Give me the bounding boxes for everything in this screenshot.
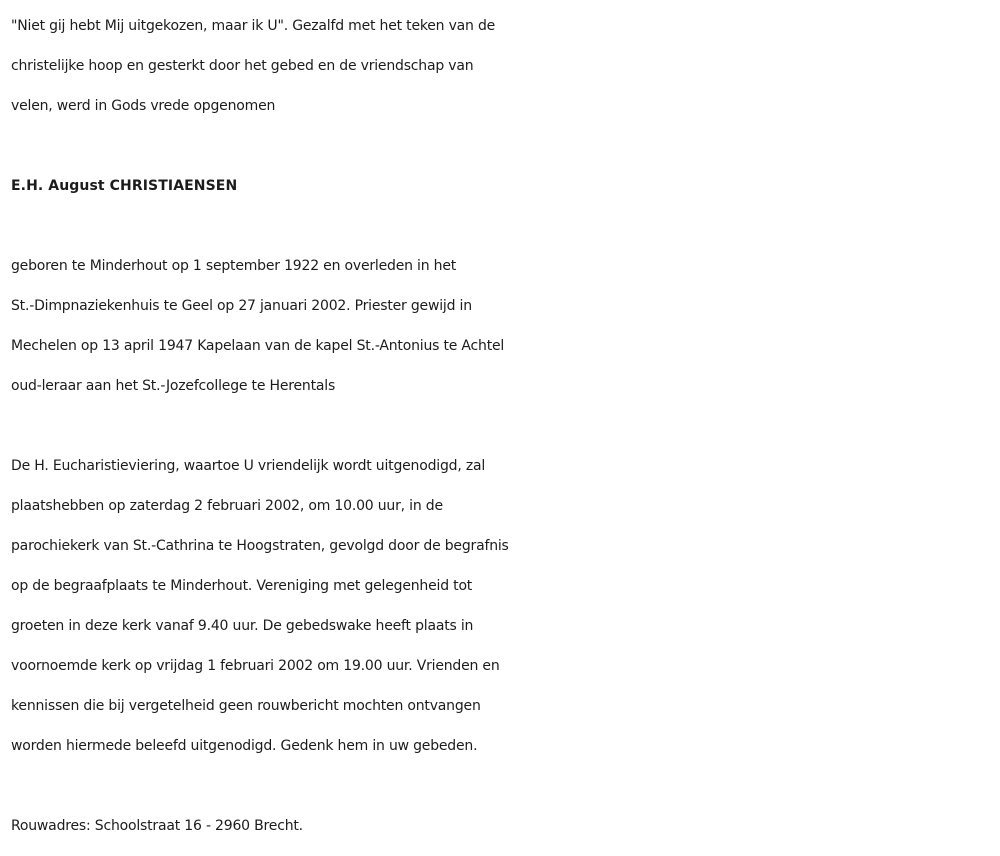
deceased-name <box>11 166 996 206</box>
biography-line: St.-Dimpnaziekenhuis te Geel op 27 januari 2002. Priester gewijd in <box>11 298 472 314</box>
paragraph-spacer <box>11 126 996 166</box>
ceremony-line: worden hiermede beleefd uitgenodigd. Gedenk hem in uw gebeden. <box>11 738 478 754</box>
biography-line: geboren te Minderhout op 1 september 1922 en overleden in het <box>11 258 457 274</box>
intro-line: velen, werd in Gods vrede opgenomen <box>11 98 276 114</box>
mourning-address: Rouwadres: Schoolstraat 16 - 2960 Brecht. <box>11 818 303 834</box>
address-paragraph <box>11 806 996 846</box>
intro-line: christelijke hoop en gesterkt door het gebed en de vriendschap van <box>11 58 474 74</box>
paragraph-spacer <box>11 406 996 446</box>
biography-line: Mechelen op 13 april 1947 Kapelaan van de kapel St.-Antonius te Achtel <box>11 338 505 354</box>
ceremony-line: groeten in deze kerk vanaf 9.40 uur. De gebedswake heeft plaats in <box>11 618 474 634</box>
intro-line: "Niet gij hebt Mij uitgekozen, maar ik U". Gezalfd met het teken van de <box>11 18 496 34</box>
paragraph-spacer <box>11 766 996 806</box>
ceremony-line: parochiekerk van St.-Cathrina te Hoogstraten, gevolgd door de begrafnis <box>11 538 509 554</box>
ceremony-line: kennissen die bij vergetelheid geen rouwbericht mochten ontvangen <box>11 698 481 714</box>
obituary-document <box>11 6 996 846</box>
biography-line: oud-leraar aan het St.-Jozefcollege te Herentals <box>11 378 336 394</box>
paragraph-spacer <box>11 206 996 246</box>
deceased-name-text: E.H. August CHRISTIAENSEN <box>11 178 238 194</box>
ceremony-line: De H. Eucharistieviering, waartoe U vriendelijk wordt uitgenodigd, zal <box>11 458 486 474</box>
ceremony-line: plaatshebben op zaterdag 2 februari 2002, om 10.00 uur, in de <box>11 498 443 514</box>
ceremony-paragraph <box>11 446 996 766</box>
ceremony-line: voornoemde kerk op vrijdag 1 februari 2002 om 19.00 uur. Vrienden en <box>11 658 500 674</box>
intro-paragraph <box>11 6 996 126</box>
ceremony-line: op de begraafplaats te Minderhout. Vereniging met gelegenheid tot <box>11 578 473 594</box>
biography-paragraph <box>11 246 996 406</box>
